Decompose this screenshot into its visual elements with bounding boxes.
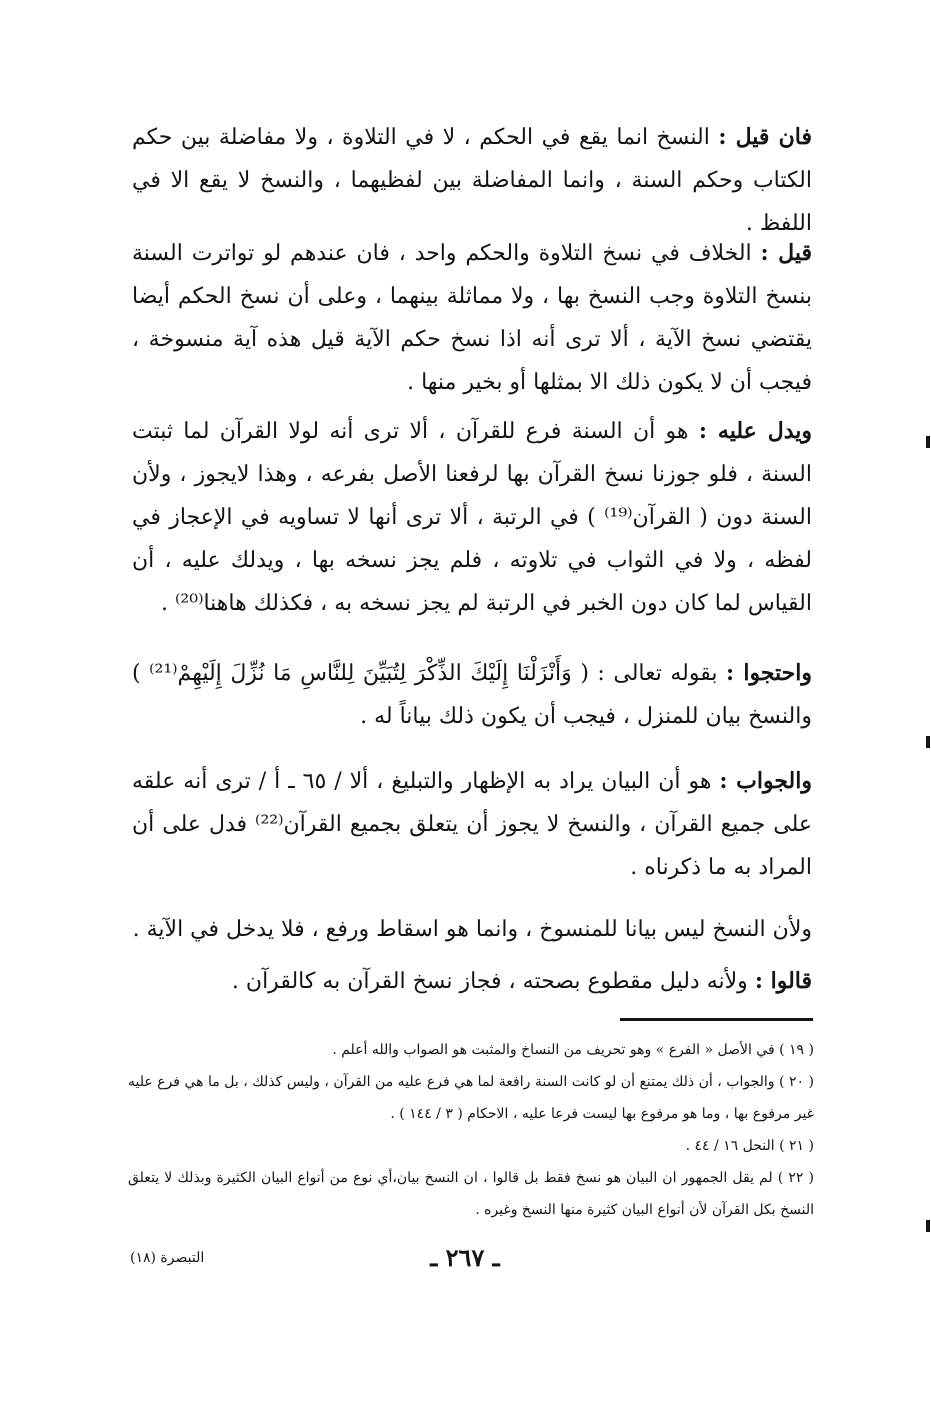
footnote-21: ( ٢١ ) النحل ١٦ / ٤٤ .: [685, 1138, 814, 1154]
paragraph-lead: والجواب :: [719, 768, 812, 794]
paragraph-text: النسخ انما يقع في الحكم ، لا في التلاوة ، ولا مفاضلة بين حكم الكتاب وحكم السنة ، وانما المفاضلة بين لفظيهما ، والنسخ لا يقع الا في اللفظ .: [132, 125, 812, 236]
paragraph-lead: فان قيل :: [718, 124, 812, 150]
scan-edge-mark: [926, 736, 930, 748]
paragraph-lead: قيل :: [760, 240, 812, 266]
paragraph-1: [132, 116, 812, 245]
paragraph-6: [132, 908, 812, 951]
paragraph-text: ولأنه دليل مقطوع بصحته ، فجاز نسخ القرآن به كالقرآن .: [231, 969, 748, 994]
footnote-20: ( ٢٠ ) والجواب ، أن ذلك يمتنع أن لو كانت السنة رافعة لما هي فرع عليه من القرآن ، وليس كذلك ، بل ما هي فرع عليه غير مرفوع بها ، وما هو مرفوع بها ليست فرعا عليه ، الاحكام ( ٣ / ١٤٤ ) .: [128, 1074, 814, 1122]
paragraph-text: هو أن البيان يراد به الإظهار والتبليغ ، ألا / ٦٥ ـ أ / ترى أنه علقه على جميع القرآن ، والنسخ لا يجوز أن يتعلق بجميع القرآن⁽²²⁾ فدل على أن المراد به ما ذكرناه .: [132, 769, 813, 880]
scan-edge-mark: [926, 1220, 930, 1232]
paragraph-2: [132, 232, 812, 404]
paragraph-text: ولأن النسخ ليس بيانا للمنسوخ ، وانما هو اسقاط ورفع ، فلا يدخل في الآية .: [132, 917, 812, 942]
running-footer: التبصرة (١٨): [130, 1250, 205, 1266]
paragraph-7: [132, 960, 812, 1003]
page-number: ـ ٢٦٧ ـ: [430, 1243, 500, 1272]
paragraph-3: [132, 410, 812, 625]
paragraph-lead: ويدل عليه :: [698, 418, 813, 444]
paragraph-lead: قالوا :: [754, 968, 812, 994]
paragraph-lead: واحتجوا :: [726, 660, 812, 686]
footnote-19: ( ١٩ ) في الأصل « الفرع » وهو تحريف من النساخ والمثبت هو الصواب والله أعلم .: [332, 1042, 814, 1058]
paragraph-text: الخلاف في نسخ التلاوة والحكم واحد ، فان عندهم لو تواترت السنة بنسخ التلاوة وجب النسخ بها ، ولا مماثلة بينهما ، وعلى أن نسخ الحكم أيضا يقتضي نسخ الآية ، ألا ترى أنه اذا نسخ حكم الآية قيل هذه آية منسوخة ، فيجب أن لا يكون ذلك الا بمثلها أو بخير منها .: [132, 241, 812, 395]
footnote-separator: [620, 1018, 813, 1021]
scan-edge-mark: [926, 436, 930, 448]
footnotes: [128, 1034, 814, 1226]
paragraph-5: [132, 760, 812, 889]
paragraph-4: [132, 652, 812, 738]
paragraph-text: هو أن السنة فرع للقرآن ، ألا ترى أنه لولا القرآن لما ثبتت السنة ، فلو جوزنا نسخ القرآن بها لرفعنا الأصل بفرعه ، وهذا لايجوز ، ولأن السنة دون ( القرآن⁽¹⁹⁾ ) في الرتبة ، ألا ترى أنها لا تساويه في الإعجاز في لفظه ، ولا في الثواب في تلاوته ، فلم يجز نسخه بها ، ويدلك عليه ، أن القياس لما كان دون الخبر في الرتبة لم يجز نسخه به ، فكذلك هاهنا⁽²⁰⁾ .: [132, 419, 812, 616]
paragraph-text: بقوله تعالى : ( وَأَنْزَلْنَا إِلَيْكَ الذِّكْرَ لِتُبَيِّنَ لِلنَّاسِ مَا نُزِّلَ إِلَيْهِمْ⁽²¹⁾ ) والنسخ بيان للمنزل ، فيجب أن يكون ذلك بياناً له .: [132, 661, 812, 729]
footnote-22: ( ٢٢ ) لم يقل الجمهور ان البيان هو نسخ فقط بل قالوا ، ان النسخ بيان،أي نوع من أنواع البيان الكثيرة وبذلك لا يتعلق النسخ بكل القرآن لأن أنواع البيان كثيرة منها النسخ وغيره .: [128, 1170, 814, 1218]
